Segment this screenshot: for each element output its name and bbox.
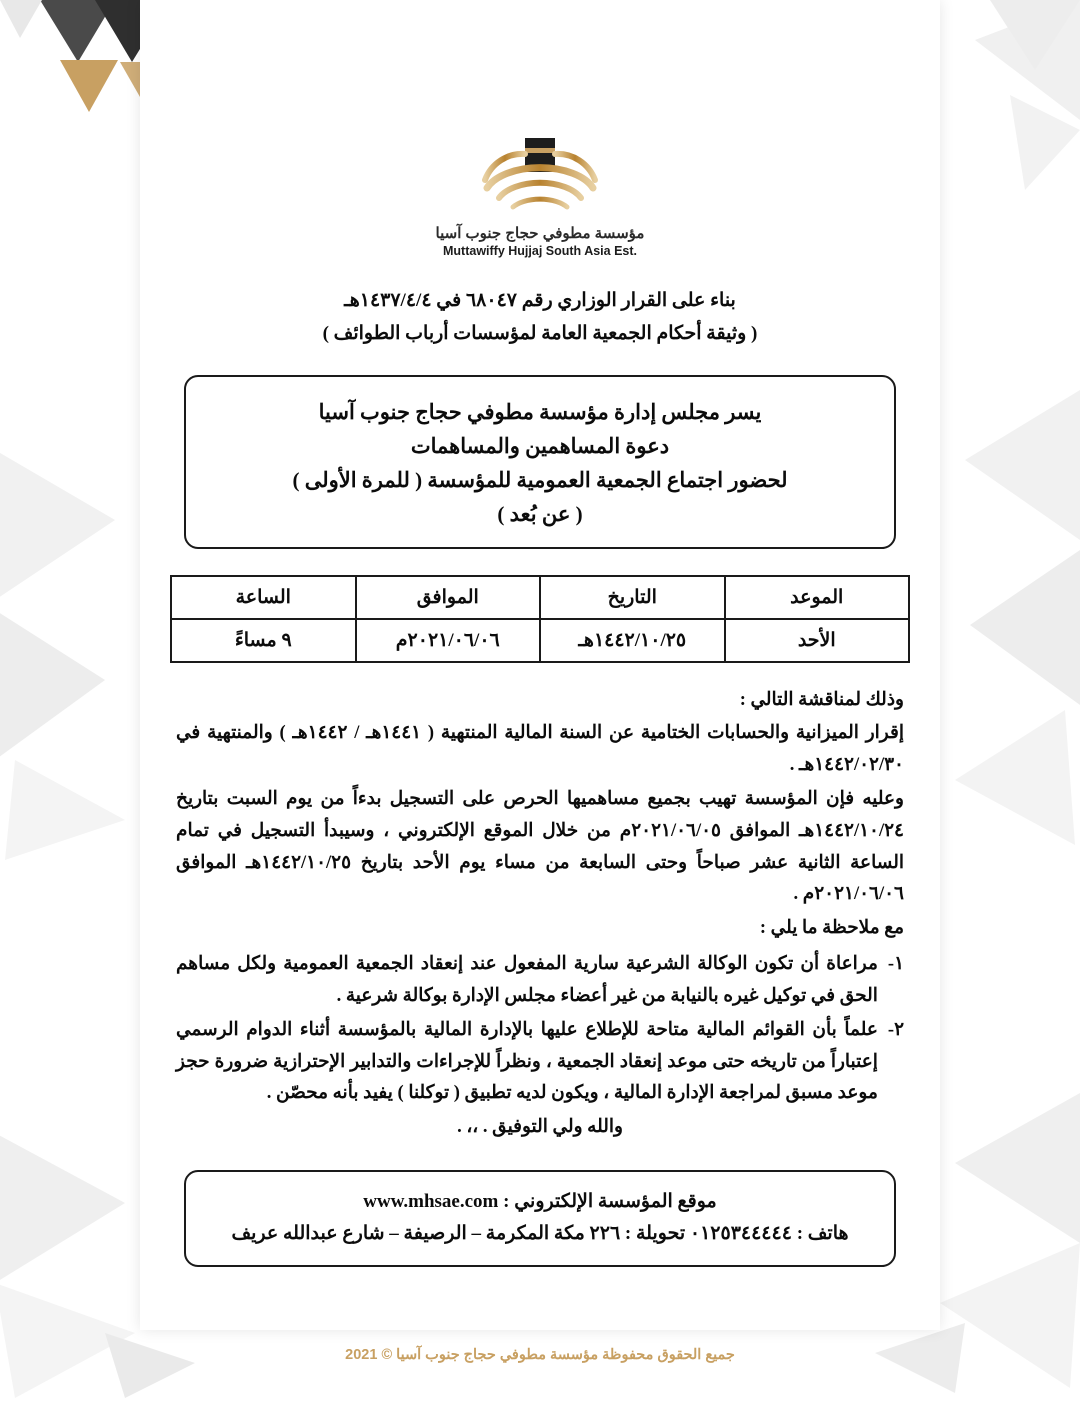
- closing-blessing: والله ولي التوفيق . ،، .: [457, 1117, 623, 1138]
- agenda-item-2: وعليه فإن المؤسسة تهيب بجميع مساهميها الحرص على التسجيل بدءاً من يوم السبت بتاريخ ١٤٤٢/١٠/٢٤هـ الموافق ٢٠٢١/٠٦/٠٥م من خلال الموقع الإلكتروني ، وسيبدأ التسجيل في تمام الساعة الثانية عشر صباحاً وحتى السابعة من مساء يوم الأحد بتاريخ ١٤٤٢/١٠/٢٥هـ الموافق ٢٠٢١/٠٦/٠٦م .: [176, 789, 904, 905]
- agenda-item-1: إقرار الميزانية والحسابات الختامية عن السنة المالية المنتهية ( ١٤٤١هـ / ١٤٤٢هـ ) والمنتهية في ١٤٤٢/٠٢/٣٠هـ .: [176, 723, 904, 776]
- table-header-row: [171, 576, 909, 619]
- agenda-intro: وذلك لمناقشة التالي :: [739, 689, 904, 710]
- table-row: [171, 619, 909, 662]
- kaaba-logo-svg: [435, 128, 645, 220]
- note-number: ٢-: [887, 1019, 904, 1040]
- document-content: [140, 0, 940, 1267]
- note-text: مراعاة أن تكون الوكالة الشرعية سارية المفعول عند إنعقاد الجمعية العمومية ولكل مساهم الحق في توكيل غيره بالنيابة من غير أعضاء مجلس الإدارة بوكالة شرعية .: [176, 954, 878, 1006]
- kaaba-logo-icon: [435, 128, 645, 220]
- table-header-hijri-date: التاريخ: [540, 576, 725, 619]
- decree-line-1: بناء على القرار الوزاري رقم ٦٨٠٤٧ في ١٤٣٧/٤/٤هـ: [344, 290, 736, 311]
- organization-logo: [160, 0, 920, 258]
- organization-name-english: Muttawiffy Hujjaj South Asia Est.: [443, 244, 637, 258]
- phone-address-line: هاتف : ٠١٢٥٣٤٤٤٤٤ تحويلة : ٢٢٦ مكة المكرمة – الرصيفة – شارع عبدالله عريف: [231, 1223, 849, 1245]
- invitation-box: [184, 375, 896, 549]
- list-item: [176, 1015, 904, 1110]
- invitation-line-2: دعوة المساهمين والمساهمات: [410, 433, 670, 458]
- notes-title: مع ملاحظة ما يلي :: [759, 918, 904, 939]
- table-header-appointment: الموعد: [725, 576, 910, 619]
- footer-copyright: جميع الحقوق محفوظة مؤسسة مطوفي حجاج جنوب آسيا © 2021: [345, 1347, 735, 1363]
- invitation-line-3: لحضور اجتماع الجمعية العمومية للمؤسسة ( للمرة الأولى ): [292, 467, 788, 492]
- table-header-time: الساعة: [171, 576, 356, 619]
- table-header-gregorian-date: الموافق: [356, 576, 541, 619]
- meeting-details-table: [170, 575, 910, 663]
- invitation-line-1: يسر مجلس إدارة مؤسسة مطوفي حجاج جنوب آسيا: [318, 399, 762, 424]
- table-cell-time: ٩ مساءً: [171, 619, 356, 662]
- agenda-section: [160, 685, 920, 1144]
- website-url[interactable]: www.mhsae.com: [363, 1190, 499, 1212]
- table-cell-appointment: الأحد: [725, 619, 910, 662]
- table-cell-gregorian-date: ٢٠٢١/٠٦/٠٦م: [356, 619, 541, 662]
- note-number: ١-: [887, 954, 904, 975]
- organization-name-arabic: مؤسسة مطوفي حجاج جنوب آسيا: [435, 225, 645, 242]
- note-text: علماً بأن القوائم المالية متاحة للإطلاع عليها بالإدارة المالية بالمؤسسة أثناء الدوام الرسمي إعتباراً من تاريخه حتى موعد إنعقاد الجمعية ، ونظراً للإجراءات والتدابير الإحترازية ضرورة حجز موعد مسبق لمراجعة الإدارة المالية ، ويكون لديه تطبيق ( توكلنا ) يفيد بأنه محصّن .: [176, 1019, 878, 1104]
- website-line: [202, 1186, 878, 1218]
- table-cell-hijri-date: ١٤٤٢/١٠/٢٥هـ: [540, 619, 725, 662]
- website-label: موقع المؤسسة الإلكتروني :: [503, 1190, 717, 1212]
- list-item: [176, 949, 904, 1013]
- decree-reference: [160, 284, 920, 351]
- invitation-line-4: ( عن بُعد ): [497, 501, 583, 526]
- decorative-triangles-mid-right: [920, 380, 1080, 840]
- contact-box: [184, 1170, 896, 1267]
- decree-line-2: ( وثيقة أحكام الجمعية العامة لمؤسسات أرباب الطوائف ): [322, 323, 758, 345]
- notes-list: [176, 949, 904, 1110]
